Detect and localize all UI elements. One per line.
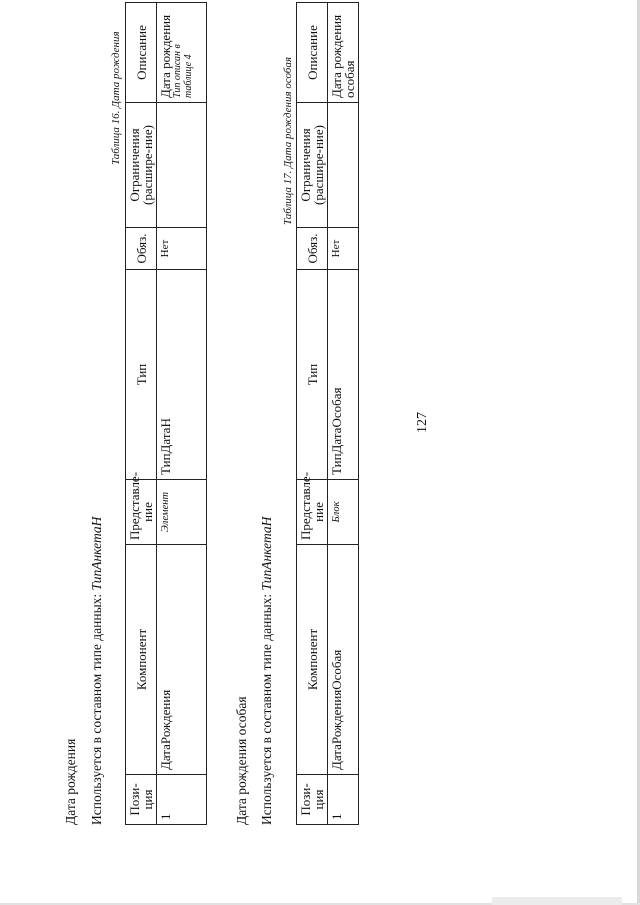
cell-representation: Блок (328, 480, 359, 545)
header-type: Тип (126, 270, 157, 480)
header-restrictions: Ограничения (расшире-ние) (297, 103, 328, 228)
header-component: Компонент (297, 545, 328, 775)
header-position: Пози-ция (297, 775, 328, 825)
header-representation: Представле-ние (297, 480, 328, 545)
usage-type: ТипАнкетаН (89, 516, 104, 591)
section-title-birthdate: Дата рождения (63, 738, 78, 825)
cell-position: 1 (328, 775, 359, 825)
table-row (157, 3, 207, 825)
usage-type: ТипАнкетаН (259, 516, 274, 591)
cell-description (157, 3, 207, 103)
header-required: Обяз. (297, 228, 328, 270)
header-component: Компонент (126, 545, 157, 775)
cell-representation: Элемент (157, 480, 207, 545)
header-representation: Представле-ние (126, 480, 157, 545)
cell-restrictions (157, 103, 207, 228)
cell-position: 1 (157, 775, 207, 825)
description-text: Дата рождения (158, 14, 173, 98)
header-description: Описание (297, 3, 328, 103)
table-birthdate (125, 2, 207, 825)
table-header-row (126, 3, 157, 825)
header-position: Пози-ция (126, 775, 157, 825)
header-description: Описание (126, 3, 157, 103)
cell-type: ТипДатаОсобая (328, 270, 359, 480)
usage-prefix: Используется в составном типе данных: (259, 590, 274, 825)
table-caption-17: Таблица 17. Дата рождения особая (282, 57, 294, 225)
section-title-special-birthdate: Дата рождения особая (234, 696, 249, 825)
page-number: 127 (415, 412, 430, 433)
cell-component: ДатаРожденияОсобая (328, 545, 359, 775)
cell-description (328, 3, 359, 103)
table-header-row (297, 3, 328, 825)
table-row (328, 3, 359, 825)
table-caption-16: Таблица 16. Дата рождения (110, 31, 122, 165)
cell-restrictions (328, 103, 359, 228)
usage-line-special-birthdate (259, 517, 275, 825)
cell-required: Нет (328, 228, 359, 270)
description-text: Дата рождения особая (329, 14, 357, 98)
header-type: Тип (297, 270, 328, 480)
cell-required: Нет (157, 228, 207, 270)
cell-type: ТипДатаН (157, 270, 207, 480)
header-restrictions: Ограничения (расшире-ние) (126, 103, 157, 228)
usage-line-birthdate (89, 517, 105, 825)
table-special-birthdate (296, 2, 359, 825)
usage-prefix: Используется в составном типе данных: (89, 590, 104, 825)
header-required: Обяз. (126, 228, 157, 270)
description-note: Тип описан в таблице 4 (172, 44, 194, 98)
cell-component: ДатаРождения (157, 545, 207, 775)
